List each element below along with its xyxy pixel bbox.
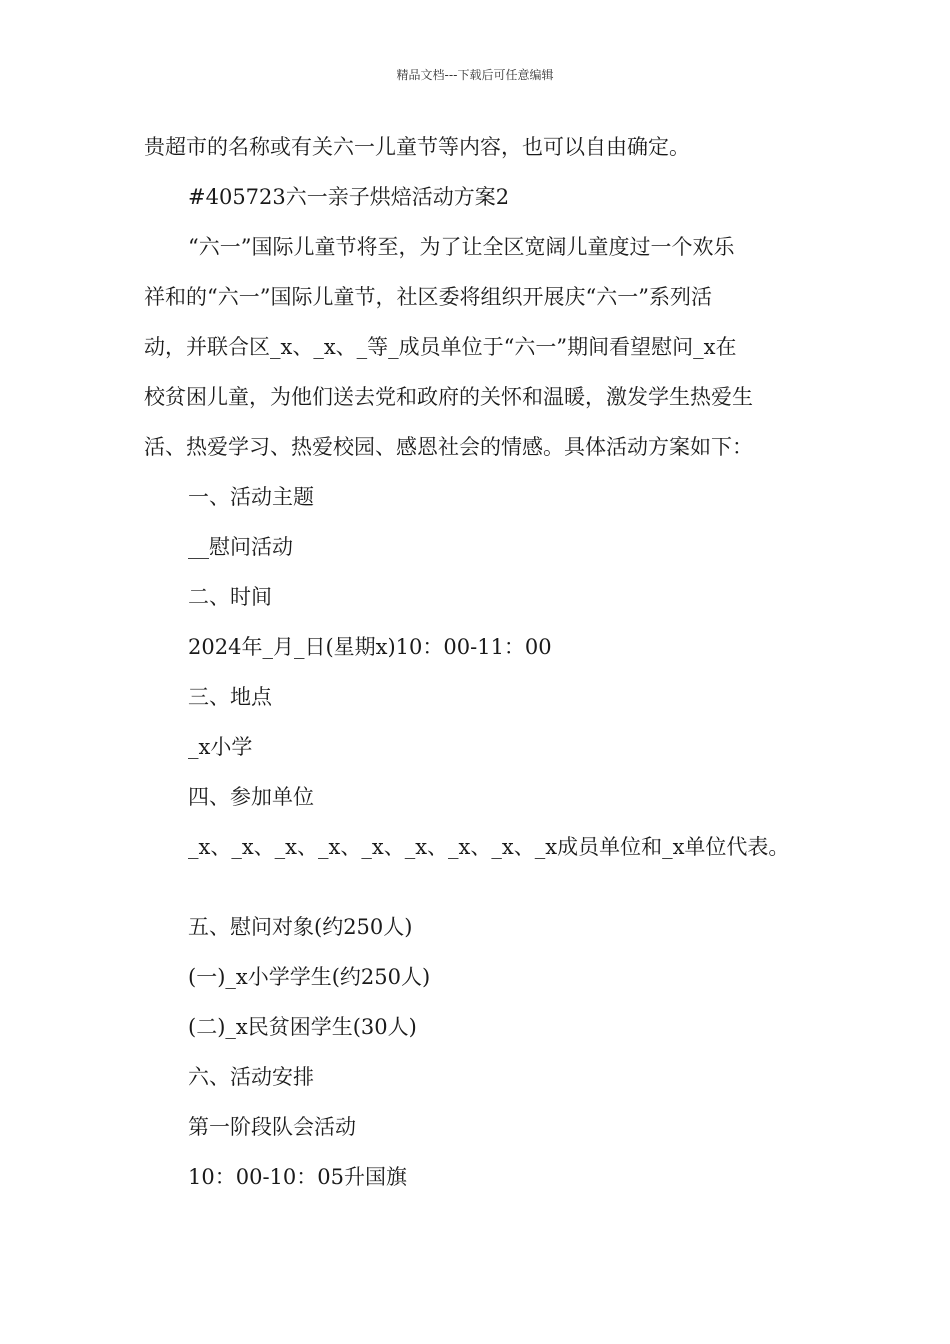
paragraph-line: __慰问活动 <box>188 535 293 559</box>
heading-recipients: 五、慰问对象(约250人) <box>188 915 413 939</box>
heading-participants: 四、参加单位 <box>188 785 314 809</box>
paragraph-line: (二)_x民贫困学生(30人) <box>188 1015 417 1039</box>
heading-schedule: 六、活动安排 <box>188 1065 314 1089</box>
paragraph-line: (一)_x小学学生(约250人) <box>188 965 431 989</box>
paragraph-line: 活、热爱学习、热爱校园、感恩社会的情感。具体活动方案如下： <box>144 435 753 459</box>
paragraph-line: 贵超市的名称或有关六一儿童节等内容，也可以自由确定。 <box>144 135 690 159</box>
page-header: 精品文档---下载后可任意编辑 <box>396 68 554 82</box>
paragraph-line: 10：00-10：05升国旗 <box>188 1165 407 1189</box>
heading-theme: 一、活动主题 <box>188 485 314 509</box>
paragraph-line: 第一阶段队会活动 <box>188 1115 356 1139</box>
paragraph-line: 校贫困儿童，为他们送去党和政府的关怀和温暖，激发学生热爱生 <box>144 385 753 409</box>
section-title: #405723六一亲子烘焙活动方案2 <box>188 185 510 209</box>
paragraph-line: 2024年_月_日(星期x)10：00-11：00 <box>188 635 552 659</box>
paragraph-line: 祥和的“六一”国际儿童节，社区委将组织开展庆“六一”系列活 <box>144 285 712 309</box>
heading-time: 二、时间 <box>188 585 272 609</box>
heading-location: 三、地点 <box>188 685 272 709</box>
paragraph-line: “六一”国际儿童节将至，为了让全区宽阔儿童度过一个欢乐 <box>188 235 735 259</box>
paragraph-line: _x、_x、_x、_x、_x、_x、_x、_x、_x成员单位和_x单位代表。 <box>188 835 790 859</box>
paragraph-line: 动，并联合区_x、_x、_等_成员单位于“六一”期间看望慰问_x在 <box>144 335 737 359</box>
paragraph-line: _x小学 <box>188 735 253 759</box>
document-body <box>144 132 844 1212</box>
